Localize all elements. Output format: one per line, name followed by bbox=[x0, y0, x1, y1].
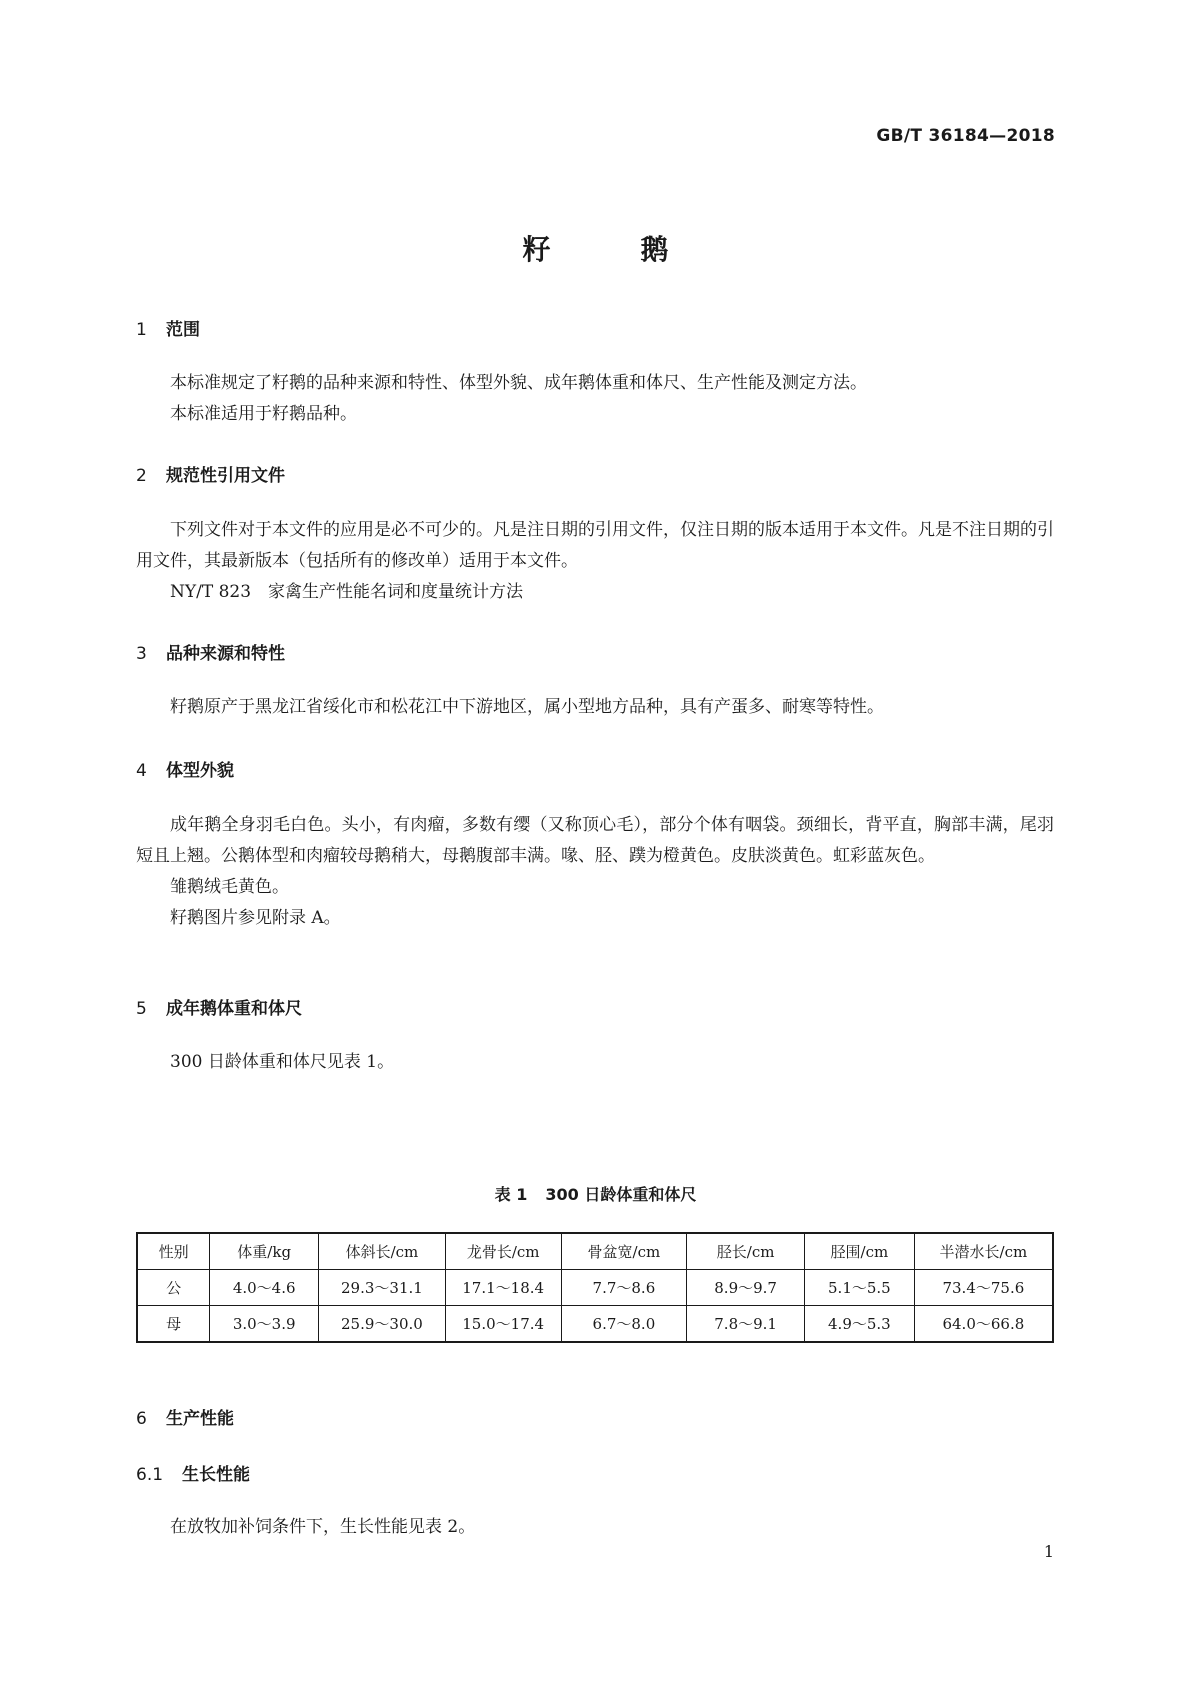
section-title: 生产性能 bbox=[166, 1409, 234, 1429]
column-header: 骨盆宽/cm bbox=[561, 1233, 687, 1270]
table-caption-label: 表 1 bbox=[494, 1185, 528, 1204]
table-cell: 73.4～75.6 bbox=[914, 1270, 1053, 1306]
column-header: 性别 bbox=[137, 1233, 210, 1270]
section-4-heading bbox=[136, 756, 234, 781]
section-title: 成年鹅体重和体尺 bbox=[166, 999, 302, 1019]
paragraph: 300 日龄体重和体尺见表 1。 bbox=[170, 1052, 395, 1072]
table-cell: 4.9～5.3 bbox=[805, 1306, 915, 1343]
section-number: 5 bbox=[136, 999, 147, 1019]
standard-number: GB/T 36184—2018 bbox=[876, 126, 1055, 146]
section-1-body bbox=[136, 368, 1054, 430]
column-header: 体斜长/cm bbox=[319, 1233, 446, 1270]
table-1-caption bbox=[0, 1182, 1191, 1205]
table-cell: 7.7～8.6 bbox=[561, 1270, 687, 1306]
section-title: 生长性能 bbox=[182, 1465, 250, 1485]
table-cell: 4.0～4.6 bbox=[210, 1270, 319, 1306]
table-cell: 6.7～8.0 bbox=[561, 1306, 687, 1343]
section-4-body bbox=[136, 810, 1054, 934]
section-title: 品种来源和特性 bbox=[166, 644, 285, 664]
paragraph: 本标准规定了籽鹅的品种来源和特性、体型外貌、成年鹅体重和体尺、生产性能及测定方法。 bbox=[170, 373, 867, 393]
section-2-body bbox=[136, 515, 1054, 608]
section-5-heading bbox=[136, 994, 302, 1019]
paragraph: 下列文件对于本文件的应用是必不可少的。凡是注日期的引用文件，仅注日期的版本适用于本文件。凡是不注日期的引用文件，其最新版本（包括所有的修改单）适用于本文件。 bbox=[136, 520, 1054, 571]
section-6-1-body bbox=[136, 1512, 1054, 1543]
section-3-body bbox=[136, 692, 1054, 723]
table-cell: 3.0～3.9 bbox=[210, 1306, 319, 1343]
section-5-body bbox=[136, 1047, 1054, 1078]
section-number: 1 bbox=[136, 320, 147, 340]
table-cell: 29.3～31.1 bbox=[319, 1270, 446, 1306]
section-number: 6 bbox=[136, 1409, 147, 1429]
table-cell: 母 bbox=[137, 1306, 210, 1343]
paragraph: 籽鹅原产于黑龙江省绥化市和松花江中下游地区，属小型地方品种，具有产蛋多、耐寒等特性。 bbox=[170, 697, 884, 717]
table-caption-title: 300 日龄体重和体尺 bbox=[545, 1185, 697, 1204]
section-6-heading bbox=[136, 1404, 234, 1429]
section-title: 规范性引用文件 bbox=[166, 466, 285, 486]
paragraph: 本标准适用于籽鹅品种。 bbox=[170, 404, 357, 424]
table-row bbox=[137, 1270, 1053, 1306]
document-title bbox=[0, 228, 1191, 268]
column-header: 半潜水长/cm bbox=[914, 1233, 1053, 1270]
table-header-row bbox=[137, 1233, 1053, 1270]
section-number: 3 bbox=[136, 644, 147, 664]
normative-reference: NY/T 823 家禽生产性能名词和度量统计方法 bbox=[170, 582, 524, 602]
column-header: 胫围/cm bbox=[805, 1233, 915, 1270]
table-cell: 7.8～9.1 bbox=[687, 1306, 805, 1343]
section-number: 2 bbox=[136, 466, 147, 486]
table-cell: 公 bbox=[137, 1270, 210, 1306]
column-header: 体重/kg bbox=[210, 1233, 319, 1270]
section-number: 6.1 bbox=[136, 1465, 164, 1485]
section-title: 体型外貌 bbox=[166, 761, 234, 781]
table-cell: 8.9～9.7 bbox=[687, 1270, 805, 1306]
section-number: 4 bbox=[136, 761, 147, 781]
paragraph: 在放牧加补饲条件下，生长性能见表 2。 bbox=[170, 1517, 476, 1537]
section-2-heading bbox=[136, 461, 285, 486]
paragraph: 籽鹅图片参见附录 A。 bbox=[170, 908, 341, 928]
paragraph: 雏鹅绒毛黄色。 bbox=[170, 877, 289, 897]
table-cell: 64.0～66.8 bbox=[914, 1306, 1053, 1343]
page-number: 1 bbox=[1043, 1542, 1054, 1561]
table-cell: 5.1～5.5 bbox=[805, 1270, 915, 1306]
column-header: 胫长/cm bbox=[687, 1233, 805, 1270]
table-cell: 25.9～30.0 bbox=[319, 1306, 446, 1343]
column-header: 龙骨长/cm bbox=[445, 1233, 561, 1270]
table-row bbox=[137, 1306, 1053, 1343]
table-1 bbox=[136, 1232, 1054, 1343]
title-char-1: 籽 bbox=[522, 233, 551, 266]
paragraph: 成年鹅全身羽毛白色。头小，有肉瘤，多数有缨（又称顶心毛），部分个体有咽袋。颈细长，背平直，胸部丰满，尾羽短且上翘。公鹅体型和肉瘤较母鹅稍大，母鹅腹部丰满。喙、胫、蹼为橙黄色。皮肤淡黄色。虹彩蓝灰色。 bbox=[136, 815, 1054, 866]
section-6-1-heading bbox=[136, 1460, 250, 1485]
table-cell: 17.1～18.4 bbox=[445, 1270, 561, 1306]
title-char-2: 鹅 bbox=[640, 233, 669, 266]
section-title: 范围 bbox=[166, 320, 200, 340]
section-3-heading bbox=[136, 639, 285, 664]
section-1-heading bbox=[136, 315, 200, 340]
table-cell: 15.0～17.4 bbox=[445, 1306, 561, 1343]
